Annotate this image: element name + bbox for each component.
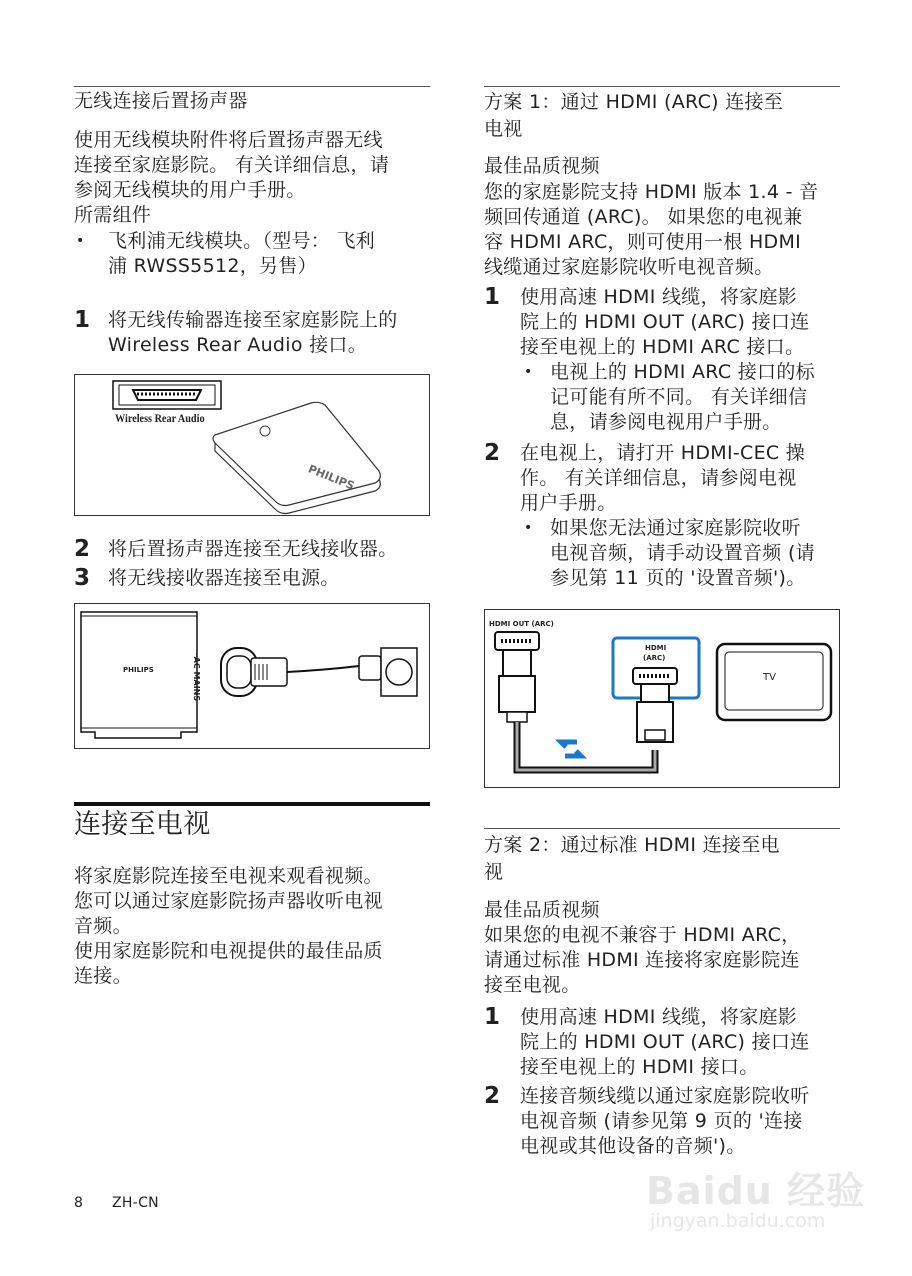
option2-heading-line: 方案 2：通过标准 HDMI 连接至电 xyxy=(484,834,780,856)
step-number: 3 xyxy=(74,565,91,591)
ac-mains-label: ~AC MAINS xyxy=(192,650,201,702)
step1-line: 将无线传输器连接至家庭影院上的 xyxy=(108,309,398,331)
option2-step1-line: 使用高速 HDMI 线缆，将家庭影 xyxy=(520,1006,798,1028)
step-number: 2 xyxy=(484,440,501,466)
option1-intro-line: 容 HDMI ARC，则可使用一根 HDMI xyxy=(484,231,802,253)
option2-intro-line: 如果您的电视不兼容于 HDMI ARC， xyxy=(484,924,801,946)
option1-step1-note-line: 记可能有所不同。 有关详细信 xyxy=(550,386,808,408)
option2-step1-line: 接至电视上的 HDMI 接口。 xyxy=(520,1056,759,1078)
option2-step2-line: 电视或其他设备的音频')。 xyxy=(520,1135,746,1157)
baidu-watermark-url: jingyan.baidu.com xyxy=(650,1210,826,1232)
bullet: • xyxy=(76,233,85,249)
page-number: 8 xyxy=(74,1195,84,1211)
bullet: • xyxy=(524,520,533,536)
step-number: 1 xyxy=(484,1004,501,1030)
step3-text: 将无线接收器连接至电源。 xyxy=(108,567,340,589)
option1-step1-note-line: 电视上的 HDMI ARC 接口的标 xyxy=(550,361,815,383)
option2-step2-line: 连接音频线缆以通过家庭影院收听 xyxy=(520,1085,810,1107)
option1-intro-line: 线缆通过家庭影院收听电视音频。 xyxy=(484,256,774,278)
step2-text: 将后置扬声器连接至无线接收器。 xyxy=(108,538,398,560)
required-title: 所需组件 xyxy=(74,204,152,226)
philips-logo: PHILIPS xyxy=(306,462,357,493)
tv-port-label: HDMI xyxy=(645,644,667,652)
tv-label: TV xyxy=(763,672,776,683)
tv-intro-line: 使用家庭影院和电视提供的最佳品质 xyxy=(74,940,383,962)
option2-intro-line: 接至电视。 xyxy=(484,974,581,996)
option1-step2-line: 用户手册。 xyxy=(520,492,617,514)
step1-line: Wireless Rear Audio 接口。 xyxy=(108,334,368,356)
philips-logo: PHILIPS xyxy=(123,666,154,674)
wireless-intro-line: 参阅无线模块的用户手册。 xyxy=(74,179,306,201)
option1-step2-line: 作。 有关详细信息，请参阅电视 xyxy=(520,467,797,489)
option1-intro-line: 您的家庭影院支持 HDMI 版本 1.4 - 音 xyxy=(484,181,819,203)
option2-rule xyxy=(484,828,840,829)
wireless-intro-line: 连接至家庭影院。 有关详细信息，请 xyxy=(74,154,390,176)
tv-intro-line: 您可以通过家庭影院扬声器收听电视 xyxy=(74,890,383,912)
tv-intro-line: 将家庭影院连接至电视来观看视频。 xyxy=(74,865,383,887)
tv-intro-line: 音频。 xyxy=(74,915,132,937)
option1-step2-note-line: 如果您无法通过家庭影院收听 xyxy=(550,517,801,539)
section-heading-tv: 连接至电视 xyxy=(74,809,211,840)
figure-wireless-module xyxy=(74,374,430,516)
top-rule-right xyxy=(484,86,840,87)
required-item-line: 飞利浦无线模块。（型号： 飞利 xyxy=(108,230,376,252)
tv-port-label: (ARC) xyxy=(643,654,666,662)
top-rule-left xyxy=(74,86,430,87)
option2-subheading: 最佳品质视频 xyxy=(484,899,600,921)
option2-intro-line: 请通过标准 HDMI 连接将家庭影院连 xyxy=(484,949,800,971)
wireless-intro-line: 使用无线模块附件将后置扬声器无线 xyxy=(74,129,383,151)
required-item-line: 浦 RWSS5512，另售） xyxy=(108,255,317,277)
step-number: 2 xyxy=(74,536,91,562)
section-heading-wireless: 无线连接后置扬声器 xyxy=(74,90,248,112)
step-number: 1 xyxy=(74,307,91,333)
baidu-watermark-logo: Baidu 经验 xyxy=(646,1169,866,1213)
hdmi-out-label: HDMI OUT (ARC) xyxy=(489,620,554,628)
option1-step1-line: 接至电视上的 HDMI ARC 接口。 xyxy=(520,336,805,358)
option1-intro-line: 频回传通道 (ARC)。 如果您的电视兼 xyxy=(484,206,803,228)
section-rule-thick xyxy=(74,802,430,806)
figure-hdmi-arc xyxy=(484,609,840,788)
option2-step1-line: 院上的 HDMI OUT (ARC) 接口连 xyxy=(520,1031,810,1053)
option1-step2-note-line: 电视音频，请手动设置音频 (请 xyxy=(550,542,815,564)
option1-step1-note-line: 息，请参阅电视用户手册。 xyxy=(550,411,782,433)
receiver-power-illustration xyxy=(75,604,429,748)
wireless-module-illustration xyxy=(75,375,429,515)
option1-step2-note-line: 参见第 11 页的 '设置音频')。 xyxy=(550,567,806,589)
option2-step2-line: 电视音频 (请参见第 9 页的 '连接 xyxy=(520,1110,803,1132)
option1-heading-line: 电视 xyxy=(484,118,523,140)
language-code: ZH-CN xyxy=(112,1195,159,1211)
option1-heading-line: 方案 1：通过 HDMI (ARC) 连接至 xyxy=(484,91,784,113)
step-number: 1 xyxy=(484,284,501,310)
option1-step1-line: 使用高速 HDMI 线缆，将家庭影 xyxy=(520,286,798,308)
option2-heading-line: 视 xyxy=(484,861,504,883)
hdmi-arc-illustration xyxy=(485,610,839,787)
option1-subheading: 最佳品质视频 xyxy=(484,155,600,177)
option1-step2-line: 在电视上，请打开 HDMI-CEC 操 xyxy=(520,442,806,464)
tv-intro-line: 连接。 xyxy=(74,965,132,987)
step-number: 2 xyxy=(484,1083,501,1109)
wireless-port-label: Wireless Rear Audio xyxy=(115,411,205,425)
option1-step1-line: 院上的 HDMI OUT (ARC) 接口连 xyxy=(520,311,810,333)
figure-receiver-power xyxy=(74,603,430,749)
bullet: • xyxy=(524,364,533,380)
